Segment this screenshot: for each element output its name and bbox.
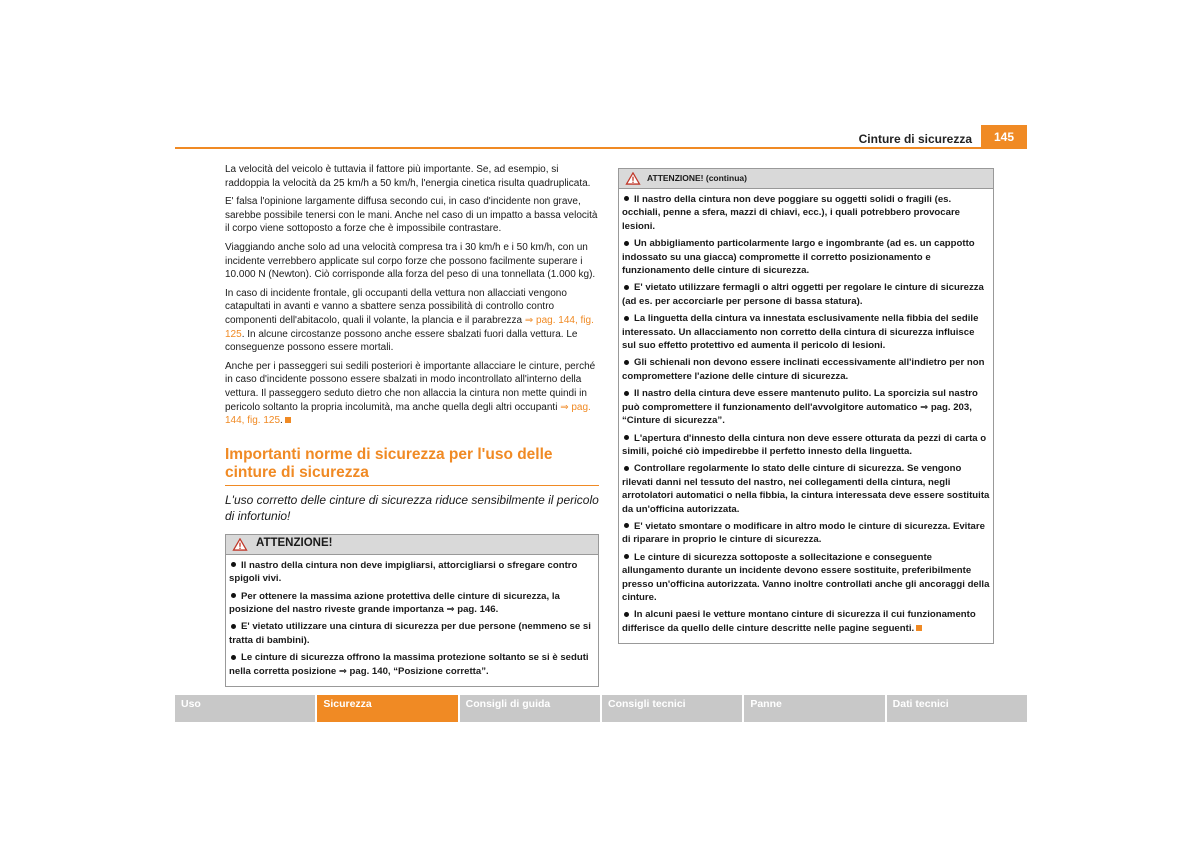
paragraph: Viaggiando anche solo ad una velocità compresa tra i 30 km/h e i 50 km/h, con un incidente verrebbero applicate sul corpo forze che possono facilmente superare i 10.000 N (Newton). Ciò corrisponde alla forza del peso di una tonnellata (1.000 kg).: [225, 241, 596, 281]
warning-item: Il nastro della cintura non deve impigliarsi, attorcigliarsi o sfregare contro spigoli vivi.: [229, 559, 578, 585]
page-header-title: Cinture di sicurezza: [858, 132, 972, 146]
warning-item: E' vietato smontare o modificare in altro modo le cinture di sicurezza. Evitare di riparare in proprio le cinture di sicurezza.: [622, 520, 985, 546]
bullet-icon: [231, 562, 236, 567]
paragraph: [225, 360, 599, 428]
warning-item: La linguetta della cintura va innestata esclusivamente nella fibbia del sedile interessato. Un allacciamento non corretto della cintura di sicurezza influisce sul suo effetto protettivo ed aumenta il pericolo di lesioni.: [622, 313, 979, 352]
bullet-icon: [624, 612, 629, 617]
bullet-icon: [624, 435, 629, 440]
warning-box: [225, 534, 599, 687]
section-lead: L'uso corretto delle cinture di sicurezza riduce sensibilmente il pericolo di infortunio!: [225, 492, 599, 523]
paragraph-text: In caso di incidente frontale, gli occupanti della vettura non allacciati vengono catapultati in avanti e vanno a sbattere senza possibilità di controllo contro componenti dell'abitacolo, quali il volante, la plancia e il parabrezza: [225, 287, 567, 326]
warning-item: E' vietato utilizzare una cintura di sicurezza per due persone (nemmeno se si tratta di bambini).: [229, 621, 591, 646]
cross-reference-link[interactable]: ⇒ pag. 144, fig. 125: [225, 401, 591, 427]
bullet-icon: [624, 523, 629, 528]
bullet-icon: [624, 285, 629, 290]
paragraph-text: Anche per i passeggeri sui sedili posteriori è importante allacciare le cinture, perché in caso d'incidente possono essere sbalzati in modo incontrollato all'interno della vettura. Il passeggero seduto dietro che non allaccia la cintura non mette quindi in pericolo soltanto la propria incolumità, ma anche quella degli altri occupanti: [225, 360, 596, 413]
left-column: [225, 163, 599, 687]
tab-consigli-di-guida[interactable]: Consigli di guida: [460, 695, 600, 722]
paragraph: La velocità del veicolo è tuttavia il fattore più importante. Se, ad esempio, si raddoppia la velocità da 25 km/h a 50 km/h, l'energia cinetica risulta quadruplicata.: [225, 164, 591, 189]
bullet-icon: [624, 554, 629, 559]
paragraph-text: .: [280, 415, 283, 427]
warning-item: Le cinture di sicurezza offrono la massima protezione soltanto se si è seduti nella corretta posizione ⇒ pag. 140, “Posizione corretta”.: [229, 652, 589, 677]
warning-item: E' vietato utilizzare fermagli o altri oggetti per regolare le cinture di sicurezza (ad es. per accorciarle per persone di bassa statura).: [622, 282, 984, 307]
bullet-icon: [624, 360, 629, 365]
bullet-icon: [231, 593, 236, 598]
bullet-icon: [231, 655, 236, 660]
warning-item: In alcuni paesi le vetture montano cinture di sicurezza il cui funzionamento differisce da quello delle cinture descritte nelle pagine seguenti.: [622, 609, 976, 634]
paragraph-text: . In alcune circostanze possono anche essere sbalzati fuori dalla vettura. Le conseguenze possono essere mortali.: [225, 328, 578, 354]
warning-item: Le cinture di sicurezza sottoposte a sollecitazione e conseguente allungamento durante un incidente devono essere sostituite, preferibilmente presso un'officina autorizzata. Vanno inoltre controllati anche gli ancoraggi della cinture.: [622, 551, 990, 603]
cross-reference-link[interactable]: ⇒ pag. 144, fig. 125: [225, 314, 594, 340]
warning-item: Gli schienali non devono essere inclinati eccessivamente all'indietro per non compromettere l'azione delle cinture di sicurezza.: [622, 357, 985, 382]
warning-item: Per ottenere la massima azione protettiva delle cinture di sicurezza, la posizione del nastro riveste grande importanza ⇒ pag. 146.: [229, 590, 560, 615]
warning-title: ATTENZIONE!: [256, 537, 333, 550]
warning-item: L'apertura d'innesto della cintura non deve essere otturata da pezzi di carta o simili, poiché ciò impedirebbe il perfetto innesto della linguetta.: [622, 432, 987, 457]
page-number: 145: [981, 125, 1027, 149]
tab-dati-tecnici[interactable]: Dati tecnici: [887, 695, 1027, 722]
warning-triangle-icon: [625, 172, 641, 185]
end-square-icon: [285, 417, 291, 423]
bullet-icon: [624, 391, 629, 396]
warning-header: [226, 535, 598, 555]
warning-header: [619, 169, 993, 189]
warning-title: ATTENZIONE! (continua): [647, 172, 747, 183]
tab-uso[interactable]: Uso: [175, 695, 315, 722]
warning-item: Il nastro della cintura deve essere mantenuto pulito. La sporcizia sul nastro può compromettere il funzionamento dell'avvolgitore automatico ⇒ pag. 203, “Cinture di sicurezza”.: [622, 388, 978, 427]
section-heading: Importanti norme di sicurezza per l'uso delle cinture di sicurezza: [225, 446, 599, 486]
chapter-tabs: [175, 695, 1027, 722]
warning-item: Controllare regolarmente lo stato delle cinture di sicurezza. Se vengono rilevati danni nel tessuto del nastro, nei collegamenti della cintura, negli arrotolatori automatici o nella fibbia, la cintura interessata deve essere sostituita da un'officina autorizzata.: [622, 463, 990, 515]
warning-item: Un abbigliamento particolarmente largo e ingombrante (ad es. un cappotto indossato su una giacca) compromette il corretto posizionamento e funzionamento delle cinture di sicurezza.: [622, 238, 975, 277]
end-square-icon: [916, 625, 922, 631]
tab-sicurezza[interactable]: Sicurezza: [317, 695, 457, 722]
bullet-icon: [231, 624, 236, 629]
warning-box-continued: [618, 168, 994, 644]
warning-triangle-icon: [232, 538, 248, 551]
bullet-icon: [624, 316, 629, 321]
bullet-icon: [624, 241, 629, 246]
warning-item: Il nastro della cintura non deve poggiare su oggetti solidi o fragili (es. occhiali, penne a sfera, mazzi di chiavi, ecc.), i quali potrebbero provocare lesioni.: [622, 194, 961, 232]
bullet-icon: [624, 466, 629, 471]
header-rule: [175, 147, 1027, 149]
bullet-icon: [624, 196, 629, 201]
tab-consigli-tecnici[interactable]: Consigli tecnici: [602, 695, 742, 722]
tab-panne[interactable]: Panne: [744, 695, 884, 722]
paragraph: [225, 287, 599, 355]
paragraph: E' falsa l'opinione largamente diffusa secondo cui, in caso d'incidente non grave, sarebbe possibile tenersi con le mani. Anche nel caso di un impatto a bassa velocità il corpo viene sottoposto a forze che è impossibile contrastare.: [225, 196, 598, 235]
